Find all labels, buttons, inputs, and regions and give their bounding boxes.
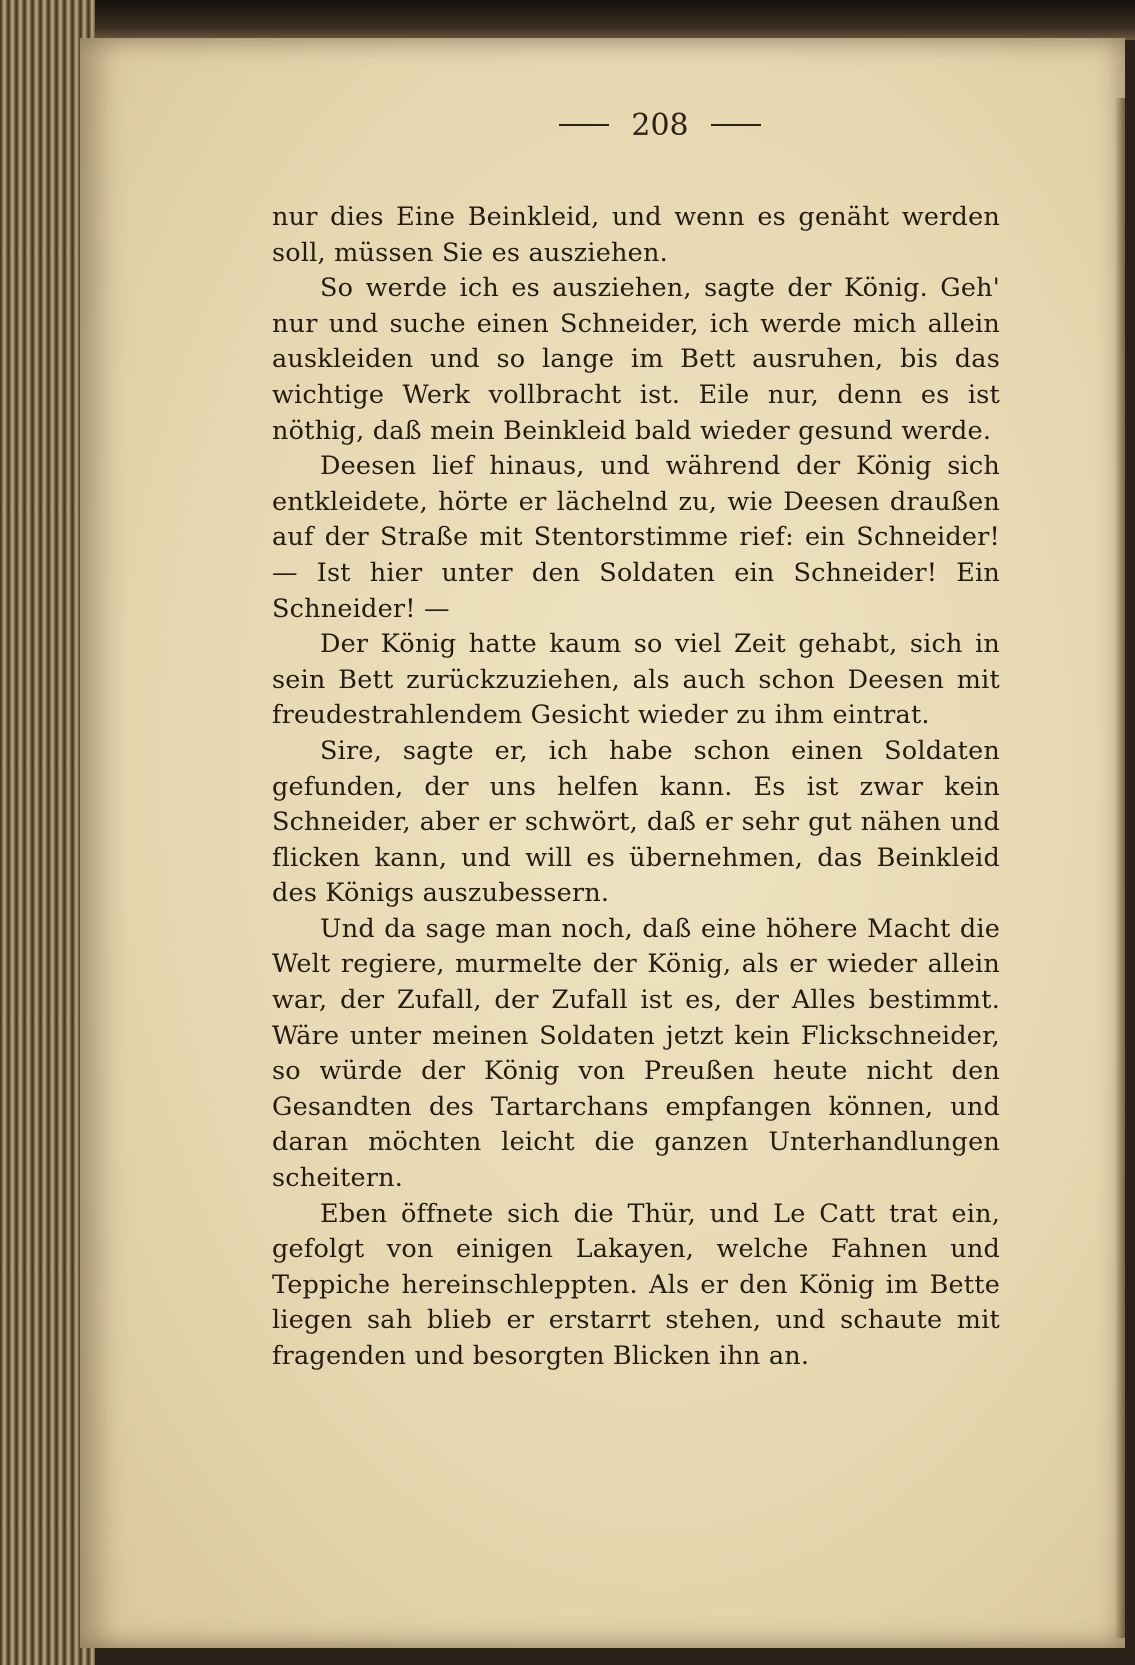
page-header — [500, 100, 820, 150]
paragraph: nur dies Eine Beinkleid, und wenn es genäht werden soll, müssen Sie es ausziehen. — [272, 202, 1000, 268]
paragraph: Sire, sagte er, ich habe schon einen Soldaten gefunden, der uns helfen kann. Es ist zwar kein Schneider, aber er schwört, daß er sehr gut nähen und flicken kann, und will es übernehmen, das Beinkleid des Königs auszubessern. — [272, 735, 1000, 909]
page-gutter-shadow — [1115, 98, 1125, 1638]
paragraph: Eben öffnete sich die Thür, und Le Catt trat ein, gefolgt von einigen Lakayen, welche Fahnen und Teppiche hereinschleppten. Als er den König im Bette liegen sah blieb er erstarrt stehen, und schaute mit fragenden und besorgten Blicken ihn an. — [272, 1198, 1000, 1371]
paragraph: Und da sage man noch, daß eine höhere Macht die Welt regiere, murmelte der König, als er wieder allein war, der Zufall, der Zufall ist es, der Alles bestimmt. Wäre unter meinen Soldaten jetzt kein Flickschneider, so würde der König von Preußen heute nicht den Gesandten des Tartarchans empfangen können, und daran möchten leicht die ganzen Unterhandlungen scheitern. — [272, 913, 1000, 1194]
header-dash-left — [559, 124, 609, 126]
paragraph: So werde ich es ausziehen, sagte der König. Geh' nur und suche einen Schneider, ich werde mich allein auskleiden und so lange im Bett ausruhen, bis das wichtige Werk vollbracht ist. Eile nur, denn es ist nöthig, daß mein Beinkleid bald wieder gesund werde. — [272, 273, 1000, 446]
paragraph: Der König hatte kaum so viel Zeit gehabt, sich in sein Bett zurückzuziehen, als auch schon Deesen mit freudestrahlendem Gesicht wieder zu ihm eintrat. — [272, 629, 1000, 731]
header-dash-right — [711, 124, 761, 126]
body-text — [272, 200, 1000, 1375]
book-top-edge — [0, 0, 1135, 40]
paragraph: Deesen lief hinaus, und während der König sich entkleidete, hörte er lächelnd zu, wie Deesen draußen auf der Straße mit Stentorstimme rief: ein Schneider! — Ist hier unter den Soldaten ein Schneider! Ein Schneider! — — [272, 451, 1000, 624]
page-number: 208 — [631, 107, 689, 143]
